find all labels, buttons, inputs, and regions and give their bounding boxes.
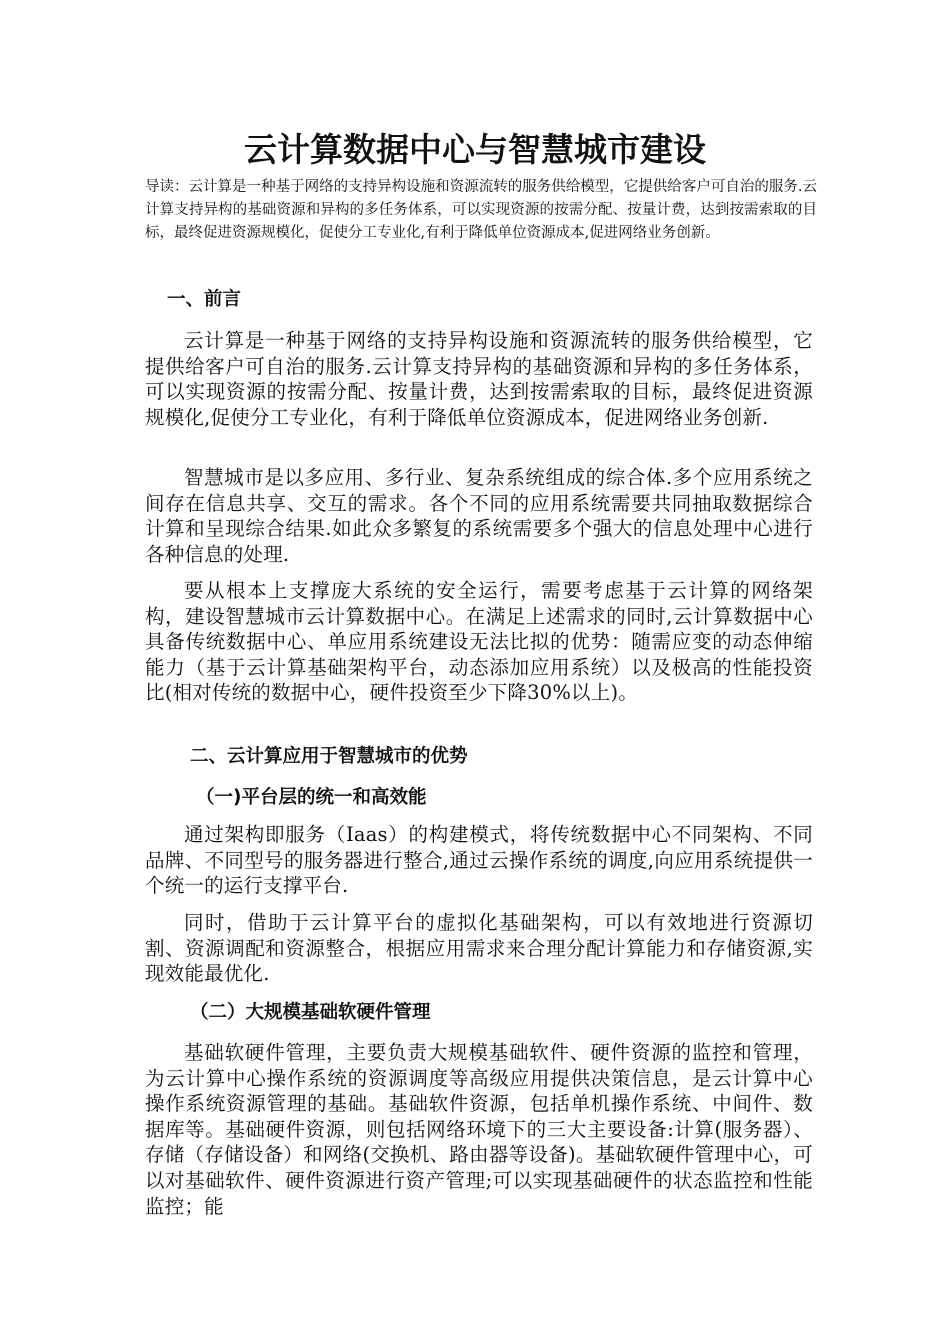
platform-paragraph-1: 通过架构即服务（Iaas）的构建模式，将传统数据中心不同架构、不同品牌、不同型号的服务器进行整合,通过云操作系统的调度,向应用系统提供一个统一的运行支撑平台. xyxy=(145,823,813,898)
subsection-heading-hardware: （二）大规模基础软硬件管理 xyxy=(190,1002,431,1023)
section-heading-preface: 一、前言 xyxy=(167,289,242,310)
intro-summary: 导读：云计算是一种基于网络的支持异构设施和资源流转的服务供给模型，它提供给客户可自治的服务.云计算支持异构的基础资源和异构的多任务体系，可以实现资源的按需分配、按量计费，达到按需索取的目标，最终促进资源规模化，促使分工专业化,有利于降低单位资源成本,促进网络业务创新。 xyxy=(145,179,817,241)
preface-paragraph-2: 智慧城市是以多应用、多行业、复杂系统组成的综合体.多个应用系统之间存在信息共享、交互的需求。各个不同的应用系统需要共同抽取数据综合计算和呈现综合结果.如此众多繁复的系统需要多个强大的信息处理中心进行各种信息的处理. xyxy=(145,466,813,566)
subsection-heading-platform: （一)平台层的统一和高效能 xyxy=(196,787,427,808)
preface-paragraph-3: 要从根本上支撑庞大系统的安全运行，需要考虑基于云计算的网络架构，建设智慧城市云计算数据中心。在满足上述需求的同时,云计算数据中心具备传统数据中心、单应用系统建设无法比拟的优势：随需应变的动态伸缩能力（基于云计算基础架构平台，动态添加应用系统）以及极高的性能投资比(相对传统的数据中心，硬件投资至少下降30%以上)。 xyxy=(145,579,813,705)
section-heading-advantages: 二、云计算应用于智慧城市的优势 xyxy=(190,746,468,767)
hardware-paragraph-1: 基础软硬件管理，主要负责大规模基础软件、硬件资源的监控和管理，为云计算中心操作系统的资源调度等高级应用提供决策信息，是云计算中心操作系统资源管理的基础。基础软件资源，包括单机操作系统、中间件、数据库等。基础硬件资源，则包括网络环境下的三大主要设备:计算(服务器）、存储（存储设备）和网络(交换机、路由器等设备)。基础软硬件管理中心，可以对基础软件、硬件资源进行资产管理;可以实现基础硬件的状态监控和性能监控；能 xyxy=(145,1041,813,1218)
preface-paragraph-1: 云计算是一种基于网络的支持异构设施和资源流转的服务供给模型，它提供给客户可自治的服务.云计算支持异构的基础资源和异构的多任务体系，可以实现资源的按需分配、按量计费，达到按需索取的目标，最终促进资源规模化,促使分工专业化，有利于降低单位资源成本，促进网络业务创新. xyxy=(145,329,813,429)
document-title: 云计算数据中心与智慧城市建设 xyxy=(244,130,706,169)
platform-paragraph-2: 同时，借助于云计算平台的虚拟化基础架构，可以有效地进行资源切割、资源调配和资源整合，根据应用需求来合理分配计算能力和存储资源,实现效能最优化. xyxy=(145,911,813,986)
